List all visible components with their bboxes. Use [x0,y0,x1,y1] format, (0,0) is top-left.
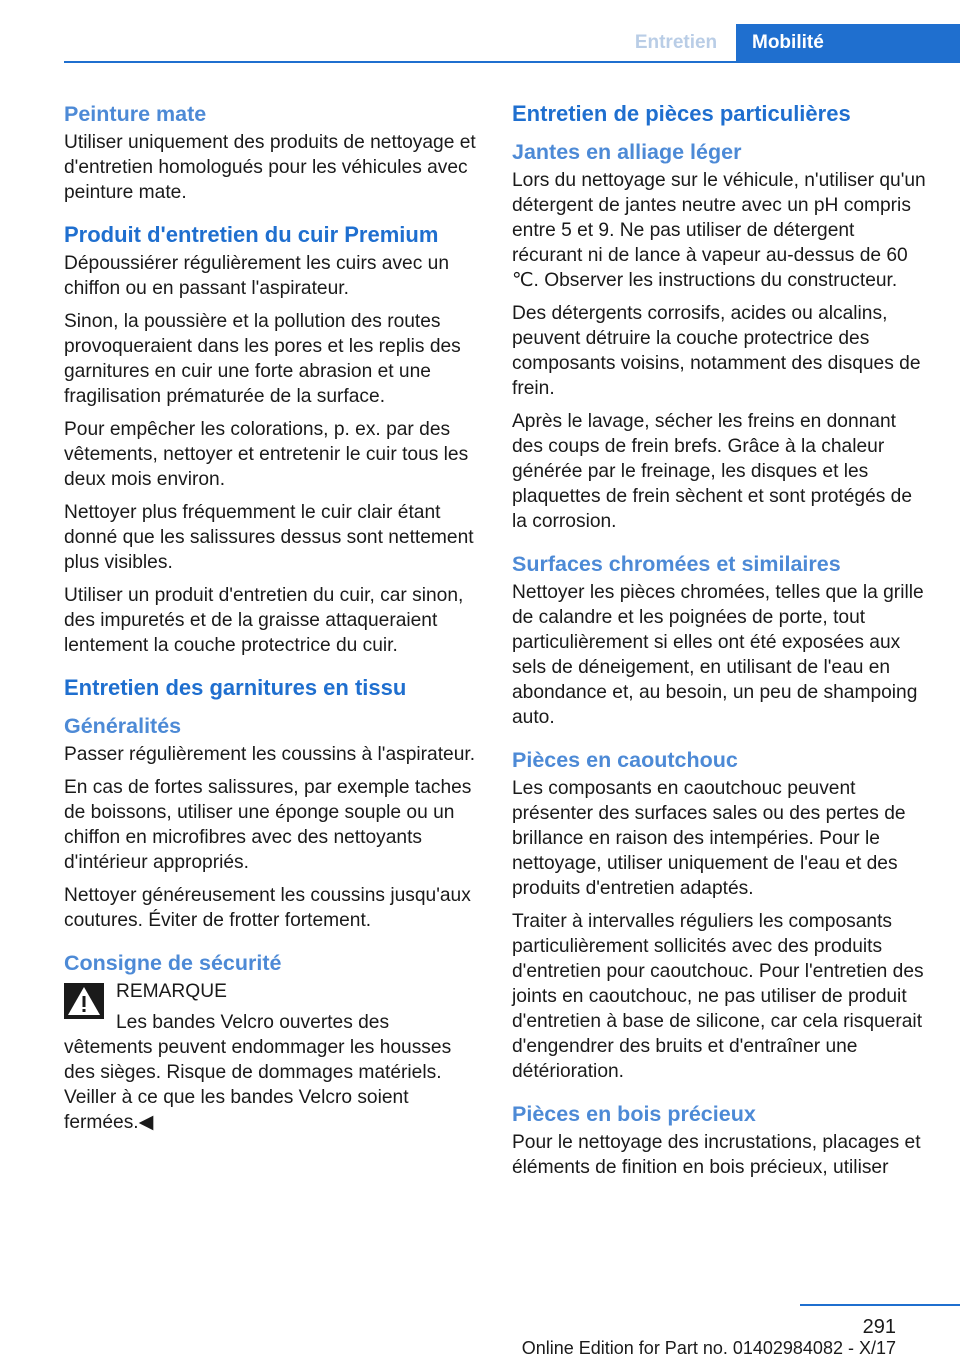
paragraph: Pour le nettoyage des incrustations, placages et éléments de finition en bois précieux, utiliser [512,1132,921,1178]
paragraph: Nettoyer les pièces chromées, telles que la grille de calandre et les poignées de porte, tout particulièrement si elles ont été exposées aux sels de déneigement, en utilisant de l'eau en abondance et, au besoin, un peu de shampoing auto. [512,582,924,728]
left-column [64,100,480,1143]
paragraph: Utiliser uniquement des produits de nettoyage et d'entretien homologués pour les véhicules avec peinture mate. [64,132,476,203]
paragraph: En cas de fortes salissures, par exemple taches de boissons, utiliser une éponge souple ou un chiffon en microfibres avec des nettoyants d'intérieur appropriés. [64,777,472,873]
paragraph: Traiter à intervalles réguliers les composants particulièrement sollicités avec des produits d'entretien pour caoutchouc. Pour l'entretien des joints en caoutchouc, ne pas utiliser de produit d'entretien à base de silicone, car cela risquerait d'engendrer des bruits et d'entraîner une détérioration. [512,911,924,1082]
paragraph: Nettoyer plus fréquemment le cuir clair étant donné que les salissures dessus sont nettement plus visibles. [64,502,474,573]
warning-icon [64,983,104,1019]
edition-footer: Online Edition for Part no. 01402984082 - X/17 [521,1338,896,1358]
heading-peinture-mate: Peinture mate [64,102,207,126]
paragraph: Nettoyer généreusement les coussins jusqu'aux coutures. Éviter de frotter fortement. [64,885,471,931]
warning-label: REMARQUE [116,981,227,1002]
paragraph: Les composants en caoutchouc peuvent présenter des surfaces sales ou des pertes de brillance en raison des intempéries. Pour le nettoyage, utiliser uniquement de l'eau et des produits d'entretien adaptés. [512,778,906,899]
heading-jantes-alliage: Jantes en alliage léger [512,140,742,164]
warning-notice [64,979,480,1135]
heading-garnitures-tissu: Entretien des garnitures en tissu [64,675,407,700]
page-number: 291 [862,1316,896,1338]
paragraph: Lors du nettoyage sur le véhicule, n'utiliser qu'un détergent de jantes neutre avec un pH compris entre 5 et 9. Ne pas utiliser de détergent récurant ni de lance à vapeur au-dessus de 60 ℃. Observer les instructions du constructeur. [512,170,926,291]
heading-cuir-premium: Produit d'entretien du cuir Premium [64,222,439,247]
heading-pieces-caoutchouc: Pièces en caoutchouc [512,748,738,772]
paragraph: Des détergents corrosifs, acides ou alcalins, peuvent détruire la couche protectrice des composants voisins, notamment des disques de frein. [512,303,921,399]
footer-divider [800,1304,960,1306]
heading-surfaces-chromees: Surfaces chromées et similaires [512,552,841,576]
heading-generalites: Généralités [64,714,182,738]
tab-mobilite[interactable]: Mobilité [736,24,960,62]
header-divider [64,61,960,63]
paragraph: Pour empêcher les colorations, p. ex. par des vêtements, nettoyer et entretenir le cuir tous les deux mois environ. [64,419,469,490]
heading-bois-precieux: Pièces en bois précieux [512,1102,756,1126]
page-header [0,0,960,62]
paragraph: Sinon, la poussière et la pollution des routes provoqueraient dans les pores et les replis des garnitures en cuir une forte abrasion et une fragilisation prématurée de la surface. [64,311,461,407]
warning-text: Les bandes Velcro ouvertes des vêtements peuvent endommager les housses des sièges. Risque de dommages matériels. Veiller à ce que les bandes Velcro soient fermées.◀ [64,1012,452,1133]
right-column [512,100,928,1188]
heading-pieces-particulieres: Entretien de pièces particulières [512,101,851,126]
paragraph: Passer régulièrement les coussins à l'aspirateur. [64,744,476,765]
paragraph: Utiliser un produit d'entretien du cuir, car sinon, des impuretés et de la graisse attaqueraient lentement la couche protectrice du cuir. [64,585,464,656]
paragraph: Après le lavage, sécher les freins en donnant des coups de frein brefs. Grâce à la chaleur générée par le freinage, les disques et les plaquettes de frein sèchent et sont protégés de la corrosion. [512,411,913,532]
heading-consigne-securite: Consigne de sécurité [64,951,282,975]
tab-entretien[interactable]: Entretien [634,32,718,53]
paragraph: Dépoussiérer régulièrement les cuirs avec un chiffon ou en passant l'aspirateur. [64,253,449,299]
